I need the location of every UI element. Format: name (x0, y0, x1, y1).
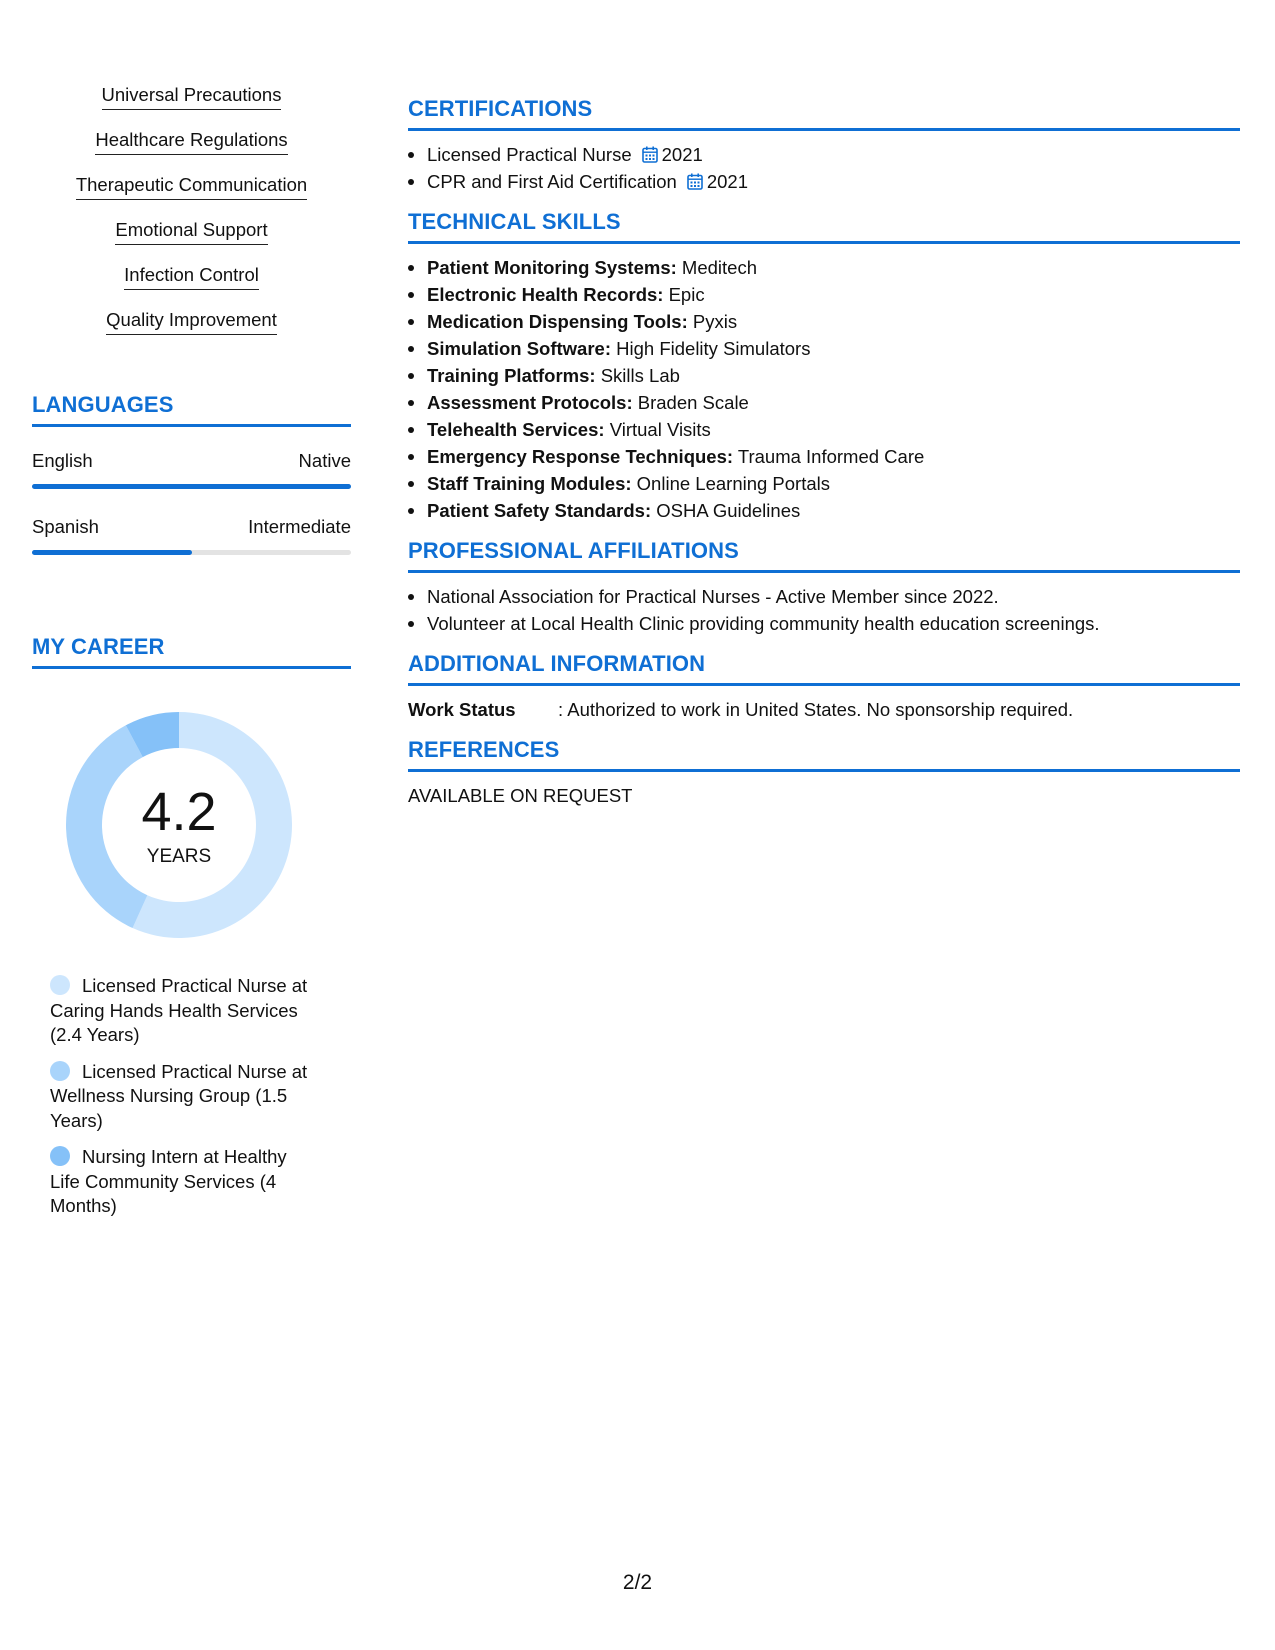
technical-skills-section (408, 209, 1240, 524)
career-total-years: 4.2 (141, 782, 217, 842)
technical-skill-item (408, 362, 1240, 389)
additional-info-section (408, 651, 1240, 723)
technical-skill-label: Patient Safety Standards: (427, 500, 652, 521)
languages-title: LANGUAGES (32, 392, 351, 427)
affiliation-item: National Association for Practical Nurses - Active Member since 2022. (408, 583, 1240, 610)
technical-skill-label: Electronic Health Records: (427, 284, 664, 305)
skill-tag: Universal Precautions (102, 84, 282, 110)
technical-skill-item (408, 470, 1240, 497)
legend-dot-icon (50, 1061, 70, 1081)
language-proficiency-fill (32, 484, 351, 489)
right-column (408, 96, 1240, 823)
skill-tags (32, 84, 351, 335)
certification-name: CPR and First Aid Certification (427, 171, 677, 192)
legend-dot-icon (50, 975, 70, 995)
references-title: REFERENCES (408, 737, 1240, 772)
certification-year: 2021 (706, 171, 748, 192)
language-proficiency-fill (32, 550, 192, 555)
technical-skill-item (408, 308, 1240, 335)
skill-tag: Infection Control (124, 264, 259, 290)
language-proficiency-bar (32, 550, 351, 555)
skill-tag: Healthcare Regulations (95, 129, 287, 155)
career-legend (50, 974, 320, 1231)
technical-skill-label: Training Platforms: (427, 365, 596, 386)
technical-skill-label: Simulation Software: (427, 338, 611, 359)
certifications-section (408, 96, 1240, 195)
skill-tag: Emotional Support (115, 219, 267, 245)
technical-skill-item (408, 335, 1240, 362)
technical-skill-item (408, 497, 1240, 524)
certification-item (408, 141, 1240, 168)
technical-skill-item (408, 416, 1240, 443)
language-level: Intermediate (248, 516, 351, 537)
certifications-title: CERTIFICATIONS (408, 96, 1240, 131)
technical-skill-value: Virtual Visits (609, 419, 711, 440)
technical-skill-value: Skills Lab (600, 365, 680, 386)
references-section (408, 737, 1240, 809)
work-status-value: : Authorized to work in United States. No sponsorship required. (558, 699, 1074, 720)
affiliation-item: Volunteer at Local Health Clinic providing community health education screenings. (408, 610, 1240, 637)
technical-skill-value: Epic (668, 284, 705, 305)
legend-item (50, 974, 320, 1048)
technical-skill-item (408, 281, 1240, 308)
work-status-label: Work Status (408, 699, 516, 720)
language-level: Native (298, 450, 351, 471)
affiliations-title: PROFESSIONAL AFFILIATIONS (408, 538, 1240, 573)
certification-year: 2021 (661, 144, 703, 165)
additional-info-title: ADDITIONAL INFORMATION (408, 651, 1240, 686)
technical-skill-label: Telehealth Services: (427, 419, 605, 440)
left-column (32, 84, 351, 1216)
legend-dot-icon (50, 1146, 70, 1166)
technical-skill-label: Staff Training Modules: (427, 473, 632, 494)
calendar-icon (642, 146, 658, 163)
certification-item (408, 168, 1240, 195)
career-donut-chart (66, 712, 292, 938)
technical-skills-title: TECHNICAL SKILLS (408, 209, 1240, 244)
legend-label: Licensed Practical Nurse at Caring Hands Health Services (2.4 Years) (50, 975, 308, 1045)
language-name: English (32, 450, 93, 471)
skill-tag: Therapeutic Communication (76, 174, 307, 200)
technical-skill-label: Assessment Protocols: (427, 392, 633, 413)
legend-item (50, 1145, 320, 1219)
references-text: AVAILABLE ON REQUEST (408, 785, 633, 806)
technical-skill-label: Patient Monitoring Systems: (427, 257, 677, 278)
certification-name: Licensed Practical Nurse (427, 144, 632, 165)
skill-tag: Quality Improvement (106, 309, 277, 335)
language-proficiency-bar (32, 484, 351, 489)
technical-skills-list (408, 254, 1240, 524)
technical-skill-label: Medication Dispensing Tools: (427, 311, 688, 332)
technical-skill-item (408, 254, 1240, 281)
language-item (32, 516, 351, 555)
technical-skill-value: Braden Scale (637, 392, 749, 413)
language-name: Spanish (32, 516, 99, 537)
technical-skill-value: Online Learning Portals (636, 473, 831, 494)
career-total-unit: YEARS (146, 846, 212, 867)
work-status-row (408, 696, 1240, 723)
legend-label: Nursing Intern at Healthy Life Community Services (4 Months) (50, 1146, 287, 1216)
page-number: 2/2 (622, 1571, 653, 1594)
technical-skill-value: Meditech (681, 257, 757, 278)
language-item (32, 450, 351, 489)
technical-skill-value: OSHA Guidelines (656, 500, 801, 521)
technical-skill-item (408, 443, 1240, 470)
affiliations-section (408, 538, 1240, 637)
technical-skill-item (408, 389, 1240, 416)
legend-label: Licensed Practical Nurse at Wellness Nursing Group (1.5 Years) (50, 1060, 308, 1131)
technical-skill-value: Pyxis (692, 311, 738, 332)
career-title: MY CAREER (32, 634, 351, 669)
legend-item (50, 1060, 320, 1134)
calendar-icon (687, 173, 703, 190)
technical-skill-label: Emergency Response Techniques: (427, 446, 734, 467)
technical-skill-value: High Fidelity Simulators (616, 338, 811, 359)
technical-skill-value: Trauma Informed Care (737, 446, 925, 467)
